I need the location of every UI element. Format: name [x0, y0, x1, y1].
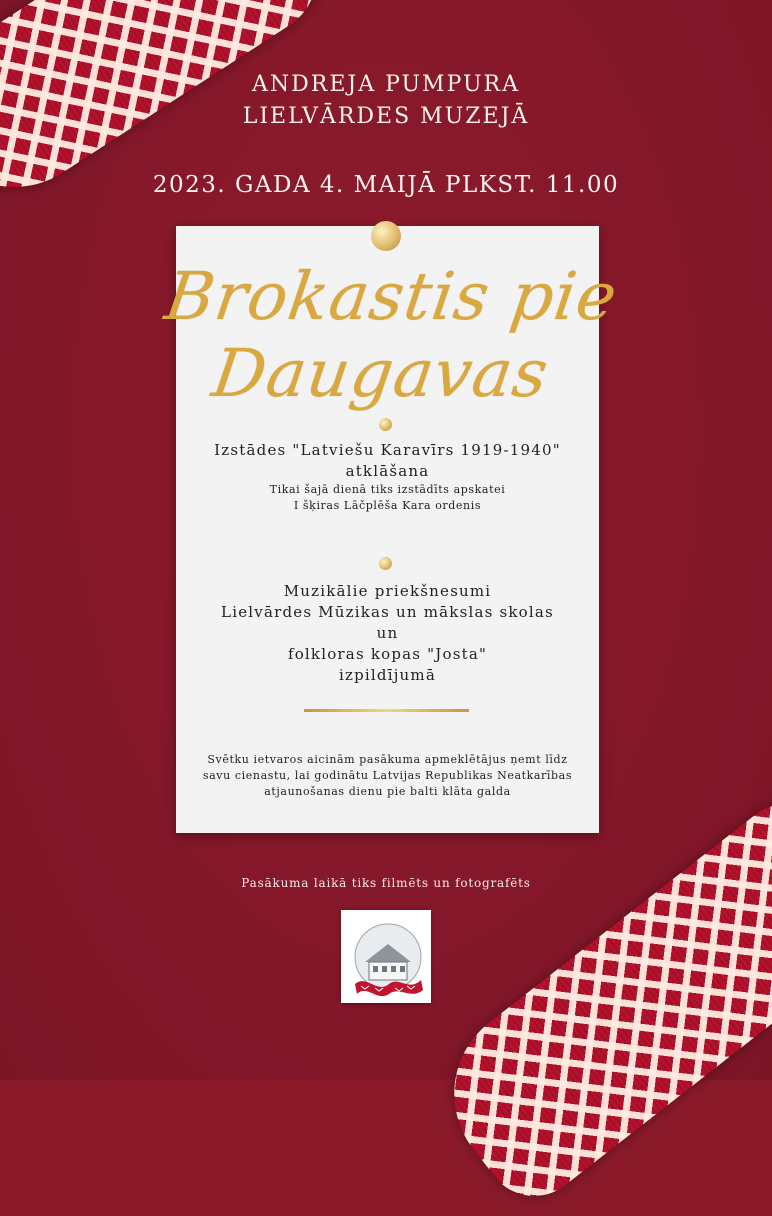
museum-logo-image	[341, 910, 431, 1003]
gold-dot-icon	[379, 418, 392, 431]
event-title: Brokastis pie Daugavas	[160, 258, 623, 412]
music-line4: folkloras kopas "Josta"	[287, 645, 488, 663]
exhibition-note-line2: I šķiras Lāčplēša Kara ordenis	[293, 499, 482, 512]
exhibition-note	[176, 482, 599, 514]
music-line1: Muzikālie priekšnesumi	[283, 582, 492, 600]
museum-name-line1: ANDREJA PUMPURA	[252, 72, 520, 97]
exhibition-note-line1: Tikai šajā dienā tiks izstādīts apskatei	[269, 483, 506, 496]
filming-notice: Pasākuma laikā tiks filmēts un fotografēts	[241, 876, 531, 890]
exhibition-title-line1: Izstādes "Latviešu Karavīrs 1919-1940"	[214, 441, 561, 459]
exhibition-title-line2: atklāšana	[345, 462, 430, 480]
music-line3: un	[376, 624, 399, 642]
gold-dot-icon	[379, 557, 392, 570]
gold-divider	[304, 709, 469, 712]
closing-text	[176, 752, 599, 800]
music-line5: izpildījumā	[339, 666, 436, 684]
closing-line1: Svētku ietvaros aicinām pasākuma apmeklētājus ņemt līdz	[207, 753, 568, 766]
museum-logo	[341, 910, 431, 1003]
music-line2: Lielvārdes Mūzikas un mākslas skolas	[221, 603, 554, 621]
event-date: 2023. GADA 4. MAIJĀ PLKST. 11.00	[152, 172, 620, 198]
music-program	[176, 581, 599, 686]
museum-name-line2: LIELVĀRDES MUZEJĀ	[242, 104, 530, 129]
exhibition-title	[176, 440, 599, 482]
gold-pin-icon	[371, 221, 401, 251]
closing-line2: savu cienastu, lai godinātu Latvijas Republikas Neatkarības	[202, 769, 573, 782]
closing-line3: atjaunošanas dienu pie balti klāta galda	[264, 785, 511, 798]
